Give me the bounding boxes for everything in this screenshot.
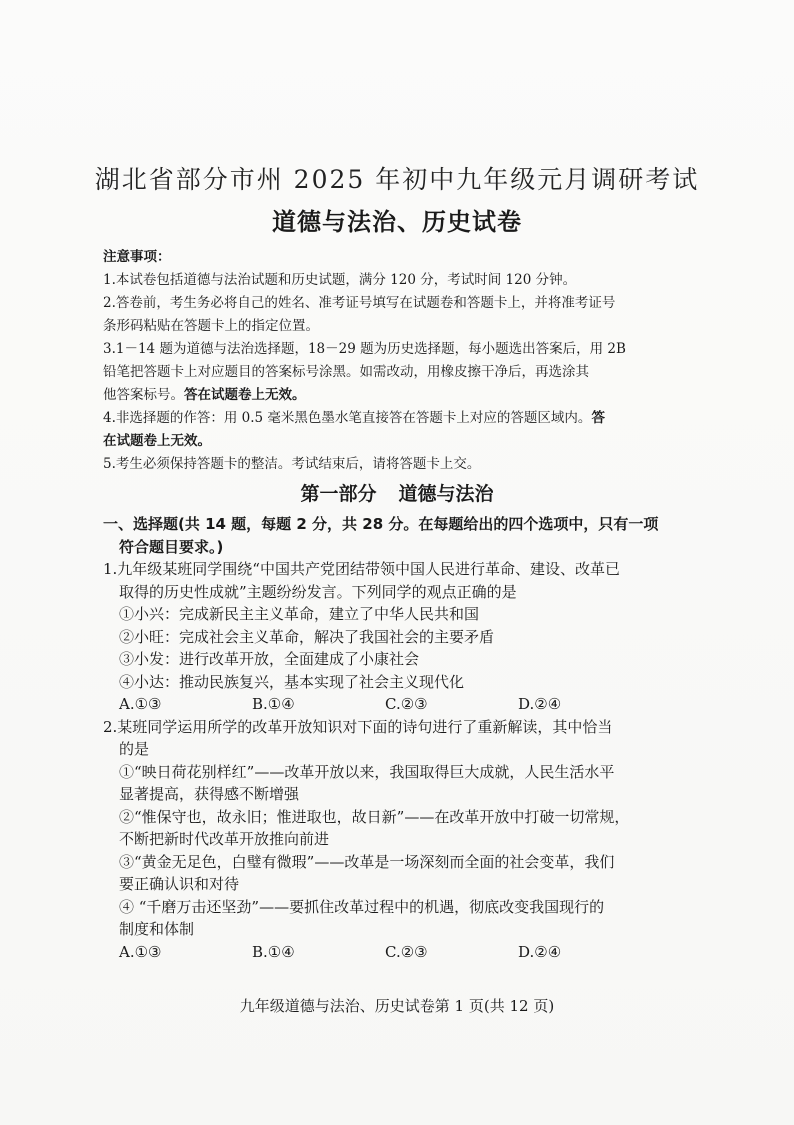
q1-statement-1: ①小兴：完成新民主主义革命，建立了中华人民共和国: [119, 605, 480, 623]
instructions-line-1: 一、选择题(共 14 题，每题 2 分，共 28 分。在每题给出的四个选项中，只有一项: [103, 515, 659, 533]
q1-choice-a: A.①③: [119, 695, 162, 713]
q2-statement-3-line-1: ③“黄金无足色，白璧有微瑕”——改革是一场深刻而全面的社会变革，我们: [119, 852, 615, 871]
q2-choice-c: C.②③: [385, 942, 428, 961]
question-1: [103, 558, 688, 716]
note-5: 5.考生必须保持答题卡的整洁。考试结束后，请将答题卡上交。: [103, 456, 481, 472]
note-4-line-2: 在试题卷上无效。: [103, 433, 211, 449]
q2-statement-1-line-1: ①“映日荷花别样红”——改革开放以来，我国取得巨大成就，人民生活水平: [119, 762, 615, 781]
q2-statement-4-line-1: ④ “千磨万击还坚劲”——要抓住改革过程中的机遇，彻底改变我国现行的: [119, 897, 605, 916]
q2-choice-a: A.①③: [119, 942, 162, 961]
exam-subtitle: 道德与法治、历史试卷: [272, 208, 522, 236]
q2-statement-3-line-2: 要正确认识和对待: [119, 875, 240, 893]
page-footer: 九年级道德与法治、历史试卷第 1 页(共 12 页): [239, 997, 555, 1015]
note-3-line-3: [103, 384, 683, 407]
q1-choice-d: D.②④: [518, 695, 562, 713]
instructions-line-2: 符合题目要求。): [119, 537, 224, 556]
notes-heading: 注意事项：: [103, 249, 171, 265]
note-3-line-1: 3.1－14 题为道德与法治选择题，18－29 题为历史选择题，每小题选出答案后，用 2B: [103, 341, 626, 357]
section-part: 第一部分: [300, 483, 377, 505]
section-instructions: [103, 513, 688, 558]
section-heading: [0, 479, 794, 506]
q2-stem-line-1: 2.某班同学运用所学的改革开放知识对下面的诗句进行了重新解读，其中恰当: [103, 717, 613, 736]
note-3-text: 他答案标号。: [103, 387, 184, 403]
note-1: 1.本试卷包括道德与法治试题和历史试题，满分 120 分，考试时间 120 分钟。: [103, 272, 577, 288]
note-3-line-2: 铅笔把答题卡上对应题目的答案标号涂黑。如需改动，用橡皮擦干净后，再选涂其: [103, 364, 589, 380]
q2-choice-d: D.②④: [518, 942, 562, 961]
exam-title: 湖北省部分市州 2025 年初中九年级元月调研考试: [94, 165, 700, 194]
q2-statement-4-line-2: 制度和体制: [119, 920, 195, 938]
q2-choice-b: B.①④: [252, 942, 295, 961]
q1-stem-line-1: 1.九年级某班同学围绕“中国共产党团结带领中国人民进行革命、建设、改革已: [103, 560, 620, 578]
section-name: 道德与法治: [398, 483, 494, 505]
q1-statement-4: ④小达：推动民族复兴，基本实现了社会主义现代化: [119, 672, 465, 691]
q1-choice-b: B.①④: [252, 695, 295, 713]
note-2-line-1: 2.答卷前，考生务必将自己的姓名、准考证号填写在试题卷和答题卡上，并将准考证号: [103, 295, 616, 311]
note-4-bold-start: 答: [591, 410, 605, 426]
q1-statement-3: ③小发：进行改革开放，全面建成了小康社会: [119, 650, 420, 668]
q2-statement-1-line-2: 显著提高，获得感不断增强: [119, 785, 300, 803]
q2-statement-2-line-1: ②“惟保守也，故永旧；惟进取也，故日新”——在改革开放中打破一切常规，: [119, 807, 630, 826]
q1-answer-choices: [103, 693, 688, 716]
q2-statement-2-line-2: 不断把新时代改革开放推向前进: [119, 830, 330, 848]
note-4-line-1: [103, 407, 683, 430]
q1-stem-line-2: 取得的历史性成就”主题纷纷发言。下列同学的观点正确的是: [119, 582, 517, 601]
questions: [103, 513, 688, 963]
note-2-line-2: 条形码粘贴在答题卡上的指定位置。: [103, 318, 319, 334]
notes-section: [103, 246, 683, 476]
note-4-text: 4.非选择题的作答：用 0.5 毫米黑色墨水笔直接答在答题卡上对应的答题区域内。: [103, 410, 592, 426]
q2-stem-line-2: 的是: [119, 740, 150, 758]
q1-statement-2: ②小旺：完成社会主义革命，解决了我国社会的主要矛盾: [119, 627, 495, 646]
q1-choice-c: C.②③: [385, 695, 428, 713]
q2-answer-choices: [103, 941, 688, 964]
question-2: [103, 716, 688, 964]
note-3-bold: 答在试题卷上无效。: [184, 387, 306, 403]
